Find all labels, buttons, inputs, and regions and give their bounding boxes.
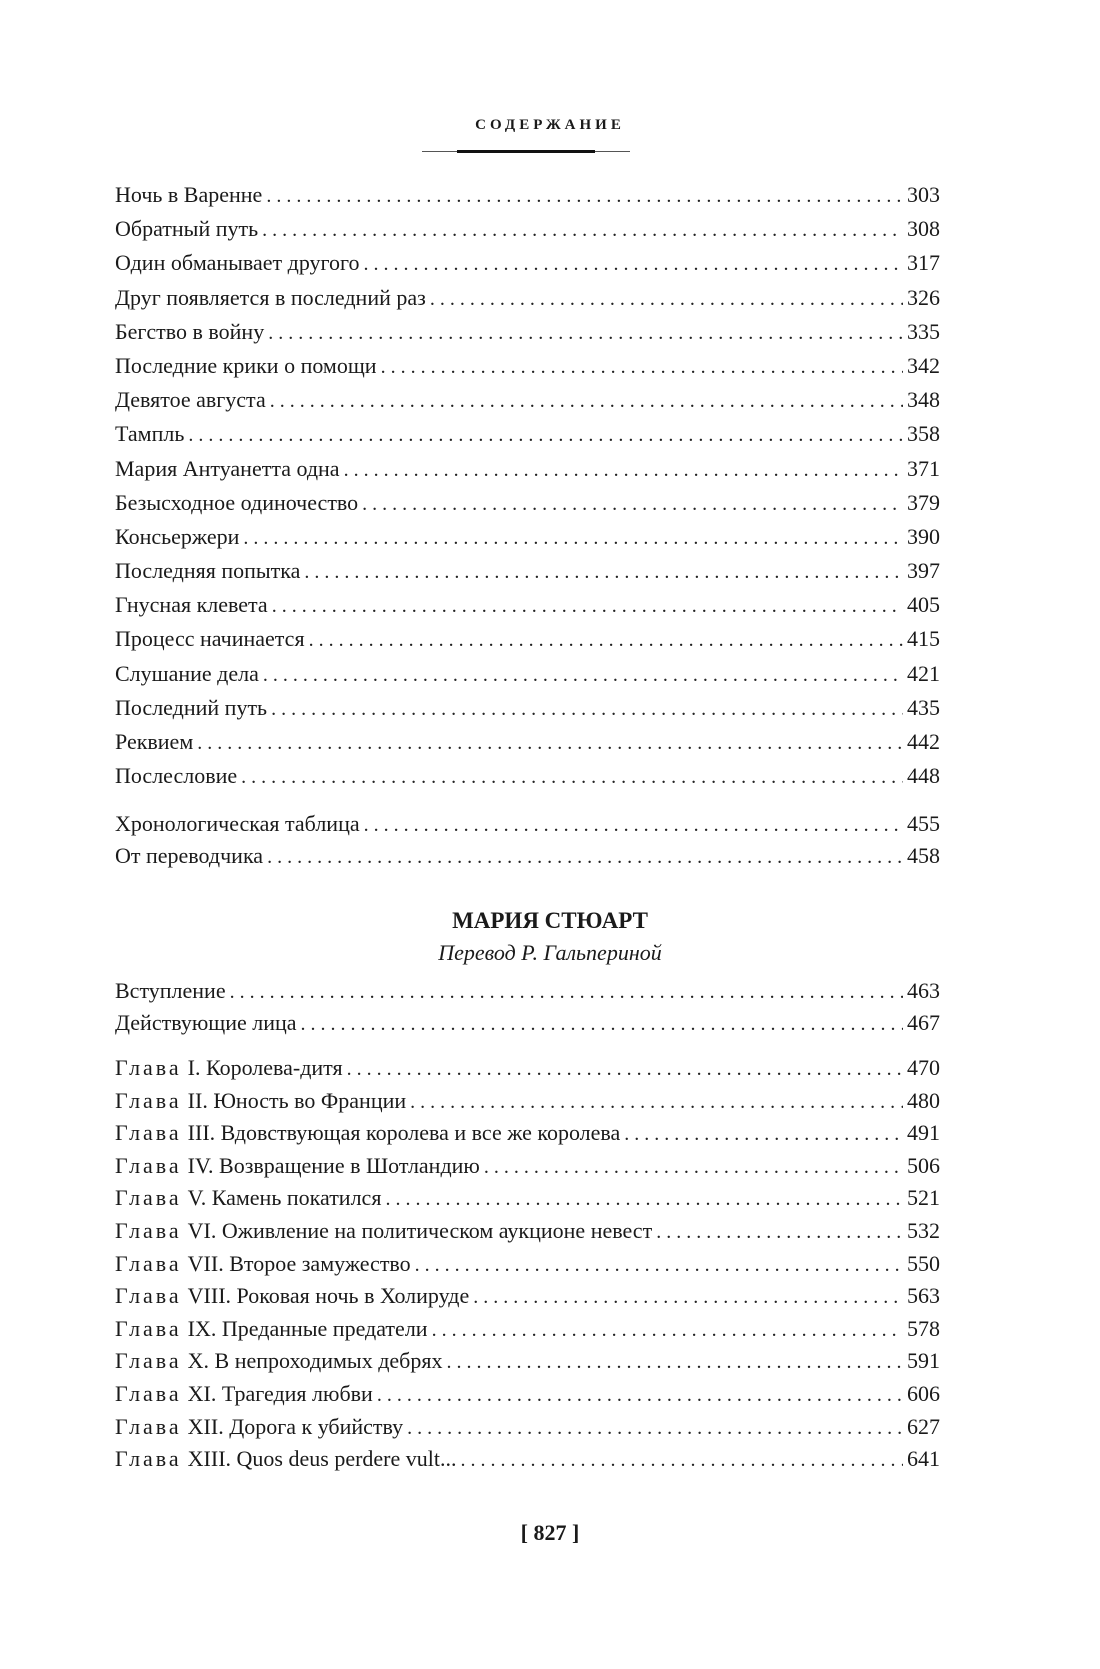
chapter-title: VII. Второе замужество <box>187 1250 411 1276</box>
toc-entry <box>115 383 940 417</box>
toc-entry-page: 326 <box>907 284 940 310</box>
dot-leader <box>430 282 903 316</box>
chapter-label: Глава <box>115 1120 182 1146</box>
toc-entry <box>115 622 940 656</box>
toc-entry <box>115 725 940 759</box>
dot-leader <box>188 418 903 452</box>
toc-entry-title <box>115 1313 432 1346</box>
toc-entry <box>115 975 940 1007</box>
toc-entry-page: 458 <box>907 843 940 868</box>
toc-entry-title <box>115 1182 385 1215</box>
dot-leader <box>432 1314 903 1347</box>
toc-entry-title: Послесловие <box>115 763 238 789</box>
toc-entry-page: 480 <box>907 1087 940 1113</box>
dot-leader <box>473 1281 903 1314</box>
chapter-title: X. В непроходимых дебрях <box>187 1348 443 1374</box>
toc-entry-page: 463 <box>907 978 940 1003</box>
toc-entry <box>115 588 940 622</box>
toc-entry <box>115 1150 940 1183</box>
toc-entry-title: Мария Антуанетта одна <box>115 455 340 481</box>
dot-leader <box>301 1008 903 1040</box>
dot-leader <box>243 521 903 555</box>
toc-list-mary-stuart-chapters <box>115 1052 940 1476</box>
toc-entry-page: 563 <box>907 1283 940 1309</box>
toc-entry-page: 470 <box>907 1055 940 1080</box>
dot-leader <box>230 976 903 1008</box>
toc-entry-page: 448 <box>907 763 940 789</box>
toc-entry-page: 435 <box>907 694 940 720</box>
toc-entry-page: 358 <box>907 421 940 447</box>
toc-entry-title <box>115 1280 473 1313</box>
dot-leader <box>270 384 903 418</box>
chapter-label: Глава <box>115 1283 182 1309</box>
toc-entry <box>115 1007 940 1039</box>
toc-entry-page: 491 <box>907 1120 940 1146</box>
toc-entry-page: 348 <box>907 387 940 413</box>
toc-entry-page: 467 <box>907 1010 940 1035</box>
toc-entry-page: 415 <box>907 626 940 652</box>
dot-leader <box>267 841 903 873</box>
chapter-title: IX. Преданные предатели <box>187 1315 428 1341</box>
toc-entry <box>115 1280 940 1313</box>
toc-entry <box>115 212 940 246</box>
dot-leader <box>624 1118 903 1151</box>
chapter-title: XIII. Quos deus perdere vult... <box>187 1446 457 1472</box>
dot-leader <box>266 179 903 213</box>
chapter-label: Глава <box>115 1315 182 1341</box>
toc-entry-title: Тампль <box>115 421 185 447</box>
toc-entry-title: Действующие лица <box>115 1010 297 1035</box>
toc-entry <box>115 808 940 840</box>
toc-entry-page: 606 <box>907 1380 940 1406</box>
dot-leader <box>415 1249 903 1282</box>
toc-entry-title <box>115 1345 446 1378</box>
toc-entry-title <box>115 1117 624 1150</box>
dot-leader <box>484 1151 903 1184</box>
toc-entry-title: Вступление <box>115 978 226 1003</box>
dot-leader <box>460 1444 903 1477</box>
toc-entry-page: 521 <box>907 1185 940 1211</box>
toc-entry <box>115 315 940 349</box>
toc-entry-title: Обратный путь <box>115 216 259 242</box>
chapter-label: Глава <box>115 1250 182 1276</box>
toc-entry-title: Друг появляется в последний раз <box>115 284 426 310</box>
dot-leader <box>304 555 903 589</box>
chapter-title: IV. Возвращение в Шотландию <box>187 1152 480 1178</box>
toc-entry <box>115 657 940 691</box>
dot-leader <box>385 1183 903 1216</box>
toc-entry <box>115 554 940 588</box>
toc-entry <box>115 1085 940 1118</box>
toc-entry-page: 641 <box>907 1446 940 1472</box>
toc-entry <box>115 1313 940 1346</box>
toc-entry <box>115 1215 940 1248</box>
toc-entry-title: Бегство в войну <box>115 318 265 344</box>
dot-leader <box>344 453 903 487</box>
toc-entry <box>115 1117 940 1150</box>
running-head: СОДЕРЖАНИЕ <box>475 117 625 133</box>
dot-leader <box>364 247 903 281</box>
chapter-label: Глава <box>115 1087 182 1113</box>
toc-entry-page: 342 <box>907 352 940 378</box>
toc-entry-title: Гнусная клевета <box>115 592 268 618</box>
toc-entry <box>115 759 940 793</box>
toc-entry <box>115 246 940 280</box>
chapter-label: Глава <box>115 1185 182 1211</box>
chapter-label: Глава <box>115 1380 182 1406</box>
toc-entry-page: 532 <box>907 1217 940 1243</box>
toc-entry-page: 335 <box>907 318 940 344</box>
toc-entry-page: 303 <box>907 182 940 207</box>
toc-entry <box>115 1443 940 1476</box>
head-rule-accent <box>457 150 595 153</box>
chapter-title: II. Юность во Франции <box>187 1087 407 1113</box>
toc-entry <box>115 486 940 520</box>
toc-entry <box>115 691 940 725</box>
toc-entry <box>115 1411 940 1444</box>
toc-entry-page: 397 <box>907 558 940 584</box>
dot-leader <box>364 809 903 841</box>
toc-entry-title: Хронологическая таблица <box>115 811 360 836</box>
dot-leader <box>410 1086 903 1119</box>
toc-entry-page: 627 <box>907 1413 940 1439</box>
toc-entry <box>115 178 940 212</box>
toc-entry-title <box>115 1085 410 1118</box>
dot-leader <box>241 760 903 794</box>
toc-entry-page: 506 <box>907 1152 940 1178</box>
toc-entry <box>115 1052 940 1085</box>
toc-entry-page: 308 <box>907 216 940 242</box>
toc-entry-page: 379 <box>907 489 940 515</box>
section-subtitle: Перевод Р. Гальпериной <box>438 940 662 965</box>
dot-leader <box>197 726 903 760</box>
chapter-title: XII. Дорога к убийству <box>187 1413 404 1439</box>
chapter-label: Глава <box>115 1446 182 1472</box>
dot-leader <box>271 692 903 726</box>
toc-entry <box>115 1378 940 1411</box>
toc-entry <box>115 520 940 554</box>
toc-entry-page: 371 <box>907 455 940 481</box>
toc-entry-title: Девятое августа <box>115 387 266 413</box>
chapter-title: VIII. Роковая ночь в Холируде <box>187 1283 470 1309</box>
chapter-label: Глава <box>115 1055 182 1080</box>
toc-entry-title: Один обманывает другого <box>115 250 360 276</box>
toc-entry-title: Слушание дела <box>115 660 259 686</box>
toc-entry-page: 442 <box>907 729 940 754</box>
dot-leader <box>377 1379 903 1412</box>
toc-entry-title: От переводчика <box>115 843 264 868</box>
dot-leader <box>309 623 903 657</box>
chapter-title: III. Вдовствующая королева и все же королева <box>187 1120 621 1146</box>
toc-list-mary-stuart-front <box>115 975 940 1039</box>
toc-entry-page: 591 <box>907 1348 940 1374</box>
toc-entry-title: Последняя попытка <box>115 558 301 584</box>
chapter-title: VI. Оживление на политическом аукционе невест <box>187 1217 653 1243</box>
toc-list-marie-antoinette <box>115 178 940 793</box>
toc-entry-page: 550 <box>907 1250 940 1276</box>
toc-entry-title <box>115 1215 656 1248</box>
dot-leader <box>347 1053 903 1086</box>
chapter-label: Глава <box>115 1152 182 1178</box>
toc-list-appendix <box>115 808 940 872</box>
toc-entry-title: Консьержери <box>115 523 240 549</box>
toc-entry <box>115 1345 940 1378</box>
page-number: [ 827 ] <box>520 1520 580 1545</box>
toc-entry-title <box>115 1248 415 1281</box>
chapter-label: Глава <box>115 1217 182 1243</box>
toc-entry-title: Ночь в Варенне <box>115 182 263 207</box>
toc-entry-title: Безысходное одиночество <box>115 489 359 515</box>
toc-entry-title: Процесс начинается <box>115 626 305 652</box>
toc-entry-page: 317 <box>907 250 940 276</box>
section-title: МАРИЯ СТЮАРТ <box>452 908 648 933</box>
toc-entry <box>115 840 940 872</box>
chapter-title: XI. Трагедия любви <box>187 1380 373 1406</box>
toc-entry-page: 578 <box>907 1315 940 1341</box>
toc-entry-page: 405 <box>907 592 940 618</box>
toc-entry-page: 390 <box>907 523 940 549</box>
toc-entry <box>115 417 940 451</box>
chapter-label: Глава <box>115 1413 182 1439</box>
toc-entry-title <box>115 1052 347 1085</box>
toc-entry <box>115 1248 940 1281</box>
chapter-label: Глава <box>115 1348 182 1374</box>
dot-leader <box>268 316 903 350</box>
toc-entry-title: Реквием <box>115 729 194 754</box>
dot-leader <box>381 350 903 384</box>
dot-leader <box>407 1412 903 1445</box>
chapter-title: I. Королева-дитя <box>187 1055 343 1080</box>
dot-leader <box>362 487 903 521</box>
toc-entry-title <box>115 1150 484 1183</box>
toc-entry <box>115 349 940 383</box>
dot-leader <box>262 213 903 247</box>
toc-entry-page: 421 <box>907 660 940 686</box>
toc-entry <box>115 281 940 315</box>
dot-leader <box>272 589 903 623</box>
toc-entry-title <box>115 1443 460 1476</box>
dot-leader <box>446 1346 903 1379</box>
toc-entry-title: Последний путь <box>115 694 268 720</box>
dot-leader <box>656 1216 903 1249</box>
toc-entry-page: 455 <box>907 811 940 836</box>
toc-entry <box>115 452 940 486</box>
toc-entry-title: Последние крики о помощи <box>115 352 377 378</box>
chapter-title: V. Камень покатился <box>187 1185 382 1211</box>
toc-entry-title <box>115 1378 377 1411</box>
dot-leader <box>263 658 903 692</box>
toc-entry-title <box>115 1411 407 1444</box>
toc-entry <box>115 1182 940 1215</box>
